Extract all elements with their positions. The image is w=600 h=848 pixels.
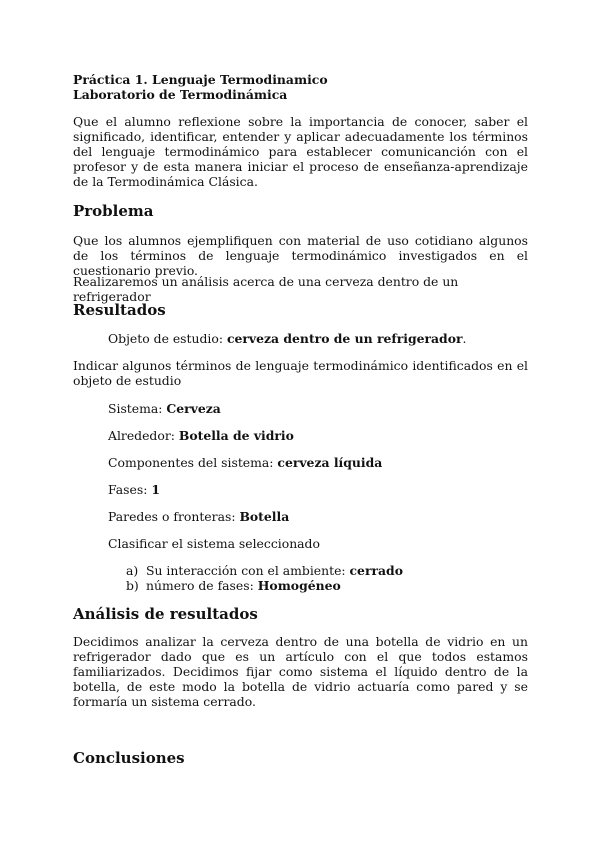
document-title <box>73 72 528 102</box>
interaccion-label: Su interacción con el ambiente: <box>146 563 350 578</box>
alrededor-label: Alrededor: <box>108 428 179 443</box>
intro-paragraph: Que el alumno reflexione sobre la importancia de conocer, saber el significado, identificar, entender y aplicar adecuadamente los términos del lenguaje termodinámico para establecer comunicanción con el profesor y de esta manera iniciar el proceso de enseñanza-aprendizaje de la Termodinámica Clásica. <box>73 114 528 189</box>
analisis-paragraph: Decidimos analizar la cerveza dentro de una botella de vidrio en un refrigerador dado que es un artículo con el que todos estamos familiarizados. Decidimos fijar como sistema el líquido dentro de la botella, de este modo la botella de vidrio actuaría como pared y se formaría un sistema cerrado. <box>73 634 528 709</box>
componentes-value: cerveza líquida <box>277 455 383 470</box>
numero-fases-value: Homogéneo <box>257 578 341 593</box>
objeto-end: . <box>462 331 467 346</box>
paredes-value: Botella <box>239 509 290 524</box>
componentes-label: Componentes del sistema: <box>108 455 278 470</box>
clasificar-line: Clasificar el sistema seleccionado <box>108 536 320 551</box>
problema-heading: Problema <box>73 202 154 220</box>
numero-fases-label: número de fases: <box>146 578 258 593</box>
sistema-label: Sistema: <box>108 401 167 416</box>
analisis-heading: Análisis de resultados <box>73 605 258 623</box>
paredes-label: Paredes o fronteras: <box>108 509 240 524</box>
title-line-1: Práctica 1. Lenguaje Termodinamico <box>73 72 328 87</box>
resultados-heading: Resultados <box>73 301 166 319</box>
paredes-line <box>108 509 528 524</box>
fases-line <box>108 482 528 497</box>
problema-paragraph: Que los alumnos ejemplifiquen con material de uso cotidiano algunos de los términos de lenguaje termodinámico investigados en el cuestionario previo. <box>73 233 528 278</box>
alrededor-line <box>108 428 528 443</box>
list-marker-b: b) <box>126 578 139 593</box>
problema-paragraph-2: Realizaremos un análisis acerca de una cerveza dentro de un refrigerador <box>73 274 459 304</box>
list-item-a <box>126 563 526 578</box>
objeto-label: Objeto de estudio: <box>108 331 227 346</box>
sistema-value: Cerveza <box>166 401 221 416</box>
list-item-b <box>126 578 526 593</box>
componentes-line <box>108 455 528 470</box>
sistema-line <box>108 401 528 416</box>
interaccion-value: cerrado <box>349 563 403 578</box>
fases-value: 1 <box>151 482 160 497</box>
objeto-value: cerveza dentro de un refrigerador <box>226 331 463 346</box>
objeto-estudio <box>108 331 528 346</box>
list-marker-a: a) <box>126 563 139 578</box>
title-line-2: Laboratorio de Termodinámica <box>73 87 288 102</box>
alrededor-value: Botella de vidrio <box>178 428 294 443</box>
indicar-paragraph: Indicar algunos términos de lenguaje termodinámico identificados en el objeto de estudio <box>73 358 528 388</box>
conclusiones-heading: Conclusiones <box>73 749 185 767</box>
fases-label: Fases: <box>108 482 152 497</box>
